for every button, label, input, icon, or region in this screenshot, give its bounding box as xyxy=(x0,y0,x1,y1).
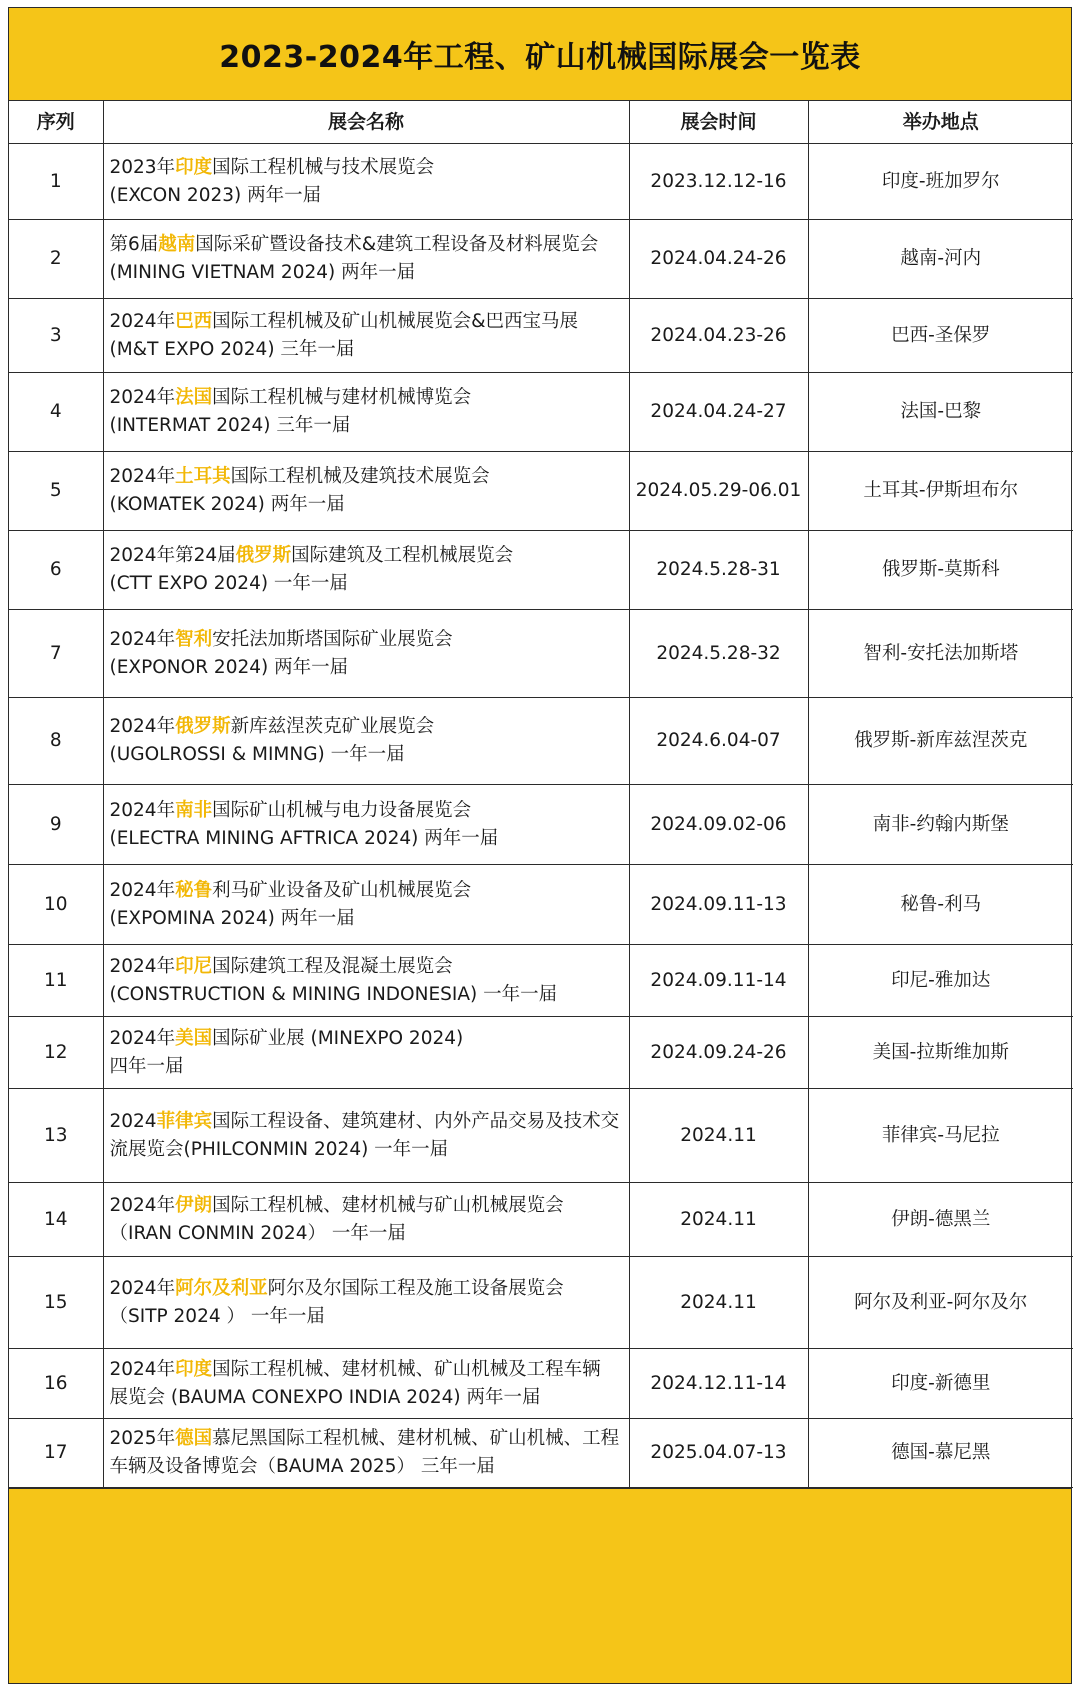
exhibition-date: 2024.6.04-07 xyxy=(629,698,808,785)
exhibition-name-line1 xyxy=(110,1275,627,1303)
header-location: 举办地点 xyxy=(808,101,1073,144)
exhibition-date: 2024.09.02-06 xyxy=(629,785,808,865)
name-suffix: 阿尔及尔国际工程及施工设备展览会 xyxy=(267,1277,564,1299)
country-highlight: 俄罗斯 xyxy=(175,716,231,737)
row-index: 1 xyxy=(9,144,103,220)
name-prefix: 2024年 xyxy=(109,716,176,737)
footer-bar xyxy=(9,1488,1071,1683)
name-suffix: 国际建筑及工程机械展览会 xyxy=(291,545,514,566)
exhibition-table xyxy=(9,101,1073,1488)
exhibition-location: 越南-河内 xyxy=(808,220,1073,299)
row-index: 16 xyxy=(9,1349,103,1419)
country-highlight: 德国 xyxy=(175,1428,213,1449)
name-prefix: 2024年 xyxy=(109,1194,176,1216)
exhibition-name xyxy=(103,1089,629,1183)
name-prefix: 2024年 xyxy=(109,628,176,650)
row-index: 10 xyxy=(9,865,103,945)
header-date: 展会时间 xyxy=(629,101,808,144)
name-suffix: 国际采矿暨设备技术&建筑工程设备及材料展览会 xyxy=(195,234,599,255)
exhibition-date: 2024.11 xyxy=(629,1257,808,1349)
exhibition-name-line2: (EXCON 2023) 两年一届 xyxy=(109,184,322,206)
exhibition-name-line1 xyxy=(110,308,627,336)
name-suffix: 国际建筑工程及混凝土展览会 xyxy=(212,955,453,977)
country-highlight: 伊朗 xyxy=(175,1194,213,1216)
table-row xyxy=(9,1419,1073,1488)
exhibition-name-line2: (CONSTRUCTION & MINING INDONESIA) 一年一届 xyxy=(109,983,558,1005)
name-suffix: 国际矿业展 (MINEXPO 2024) xyxy=(212,1027,464,1049)
name-suffix: 国际矿山机械与电力设备展览会 xyxy=(212,799,472,821)
exhibition-date: 2024.12.11-14 xyxy=(629,1349,808,1419)
row-index: 4 xyxy=(9,373,103,452)
exhibition-date: 2024.5.28-32 xyxy=(629,610,808,698)
exhibition-name-line1 xyxy=(110,231,627,259)
exhibition-name-line2: （IRAN CONMIN 2024） 一年一届 xyxy=(109,1222,406,1244)
country-highlight: 印度 xyxy=(175,156,213,178)
name-prefix: 2024年 xyxy=(109,1277,176,1299)
name-suffix: 国际工程机械、建材机械与矿山机械展览会 xyxy=(212,1194,564,1216)
country-highlight: 巴西 xyxy=(175,310,213,332)
header-index: 序列 xyxy=(9,101,103,144)
name-prefix: 2025年 xyxy=(109,1428,176,1449)
exhibition-name xyxy=(103,785,629,865)
table-row xyxy=(9,452,1073,531)
exhibition-date: 2024.09.11-14 xyxy=(629,945,808,1017)
exhibition-name xyxy=(103,144,629,220)
exhibition-name-line1 xyxy=(110,1425,627,1453)
exhibition-name-line1 xyxy=(110,1108,627,1136)
row-index: 11 xyxy=(9,945,103,1017)
name-prefix: 2024年 xyxy=(109,955,176,977)
exhibition-name xyxy=(103,531,629,610)
exhibition-name xyxy=(103,1017,629,1089)
exhibition-name-line1 xyxy=(110,1192,627,1220)
exhibition-name xyxy=(103,945,629,1017)
exhibition-name xyxy=(103,865,629,945)
exhibition-name-line2: (EXPOMINA 2024) 两年一届 xyxy=(109,907,355,929)
country-highlight: 俄罗斯 xyxy=(235,545,292,566)
exhibition-name-line2: 四年一届 xyxy=(109,1055,184,1077)
exhibition-location: 土耳其-伊斯坦布尔 xyxy=(808,452,1073,531)
table-row xyxy=(9,945,1073,1017)
exhibition-date: 2024.04.24-26 xyxy=(629,220,808,299)
row-index: 12 xyxy=(9,1017,103,1089)
exhibition-location: 俄罗斯-莫斯科 xyxy=(808,531,1073,610)
country-highlight: 智利 xyxy=(175,628,213,650)
exhibition-date: 2024.5.28-31 xyxy=(629,531,808,610)
name-prefix: 2024年 xyxy=(109,466,176,487)
exhibition-name xyxy=(103,373,629,452)
exhibition-name-line2: 流展览会(PHILCONMIN 2024) 一年一届 xyxy=(109,1138,449,1160)
country-highlight: 南非 xyxy=(175,799,213,821)
table-row xyxy=(9,220,1073,299)
row-index: 6 xyxy=(9,531,103,610)
table-body xyxy=(9,144,1073,1488)
table-row xyxy=(9,531,1073,610)
exhibition-name-line1 xyxy=(110,384,627,412)
table-row xyxy=(9,698,1073,785)
exhibition-location: 印度-班加罗尔 xyxy=(808,144,1073,220)
country-highlight: 印尼 xyxy=(175,955,213,977)
exhibition-location: 法国-巴黎 xyxy=(808,373,1073,452)
country-highlight: 印度 xyxy=(175,1358,213,1380)
exhibition-location: 伊朗-德黑兰 xyxy=(808,1183,1073,1257)
name-prefix: 2024年 xyxy=(109,1358,176,1380)
name-suffix: 国际工程机械及建筑技术展览会 xyxy=(230,466,490,487)
exhibition-location: 德国-慕尼黑 xyxy=(808,1419,1073,1488)
exhibition-name-line1 xyxy=(110,797,627,825)
exhibition-name-line2: (ELECTRA MINING AFTRICA 2024) 两年一届 xyxy=(109,827,499,849)
exhibition-name-line2: (INTERMAT 2024) 三年一届 xyxy=(109,415,351,436)
exhibition-location: 俄罗斯-新库兹涅茨克 xyxy=(808,698,1073,785)
exhibition-date: 2024.04.23-26 xyxy=(629,299,808,373)
exhibition-name-line1 xyxy=(110,154,627,182)
name-prefix: 2024年 xyxy=(109,387,176,408)
name-suffix: 利马矿业设备及矿山机械展览会 xyxy=(212,879,472,901)
exhibition-name-line2: （SITP 2024 ） 一年一届 xyxy=(109,1305,325,1327)
row-index: 9 xyxy=(9,785,103,865)
name-prefix: 2024 xyxy=(109,1110,157,1132)
exhibition-name-line2: 展览会 (BAUMA CONEXPO INDIA 2024) 两年一届 xyxy=(109,1386,541,1408)
country-highlight: 阿尔及利亚 xyxy=(175,1277,268,1299)
exhibition-date: 2024.04.24-27 xyxy=(629,373,808,452)
name-suffix: 国际工程机械与技术展览会 xyxy=(212,156,435,178)
exhibition-date: 2024.05.29-06.01 xyxy=(629,452,808,531)
table-header-row xyxy=(9,101,1073,144)
name-prefix: 2024年 xyxy=(109,799,176,821)
country-highlight: 菲律宾 xyxy=(156,1110,213,1132)
exhibition-name-line1 xyxy=(110,542,627,570)
row-index: 17 xyxy=(9,1419,103,1488)
exhibition-name-line2: (EXPONOR 2024) 两年一届 xyxy=(109,656,349,678)
exhibition-location: 智利-安托法加斯塔 xyxy=(808,610,1073,698)
country-highlight: 秘鲁 xyxy=(175,879,213,901)
table-row xyxy=(9,1183,1073,1257)
exhibition-name-line1 xyxy=(110,713,627,741)
exhibition-name-line1 xyxy=(110,1025,627,1053)
table-row xyxy=(9,373,1073,452)
name-suffix: 慕尼黑国际工程机械、建材机械、矿山机械、工程 xyxy=(212,1428,620,1449)
exhibition-date: 2024.09.24-26 xyxy=(629,1017,808,1089)
table-row xyxy=(9,1089,1073,1183)
country-highlight: 土耳其 xyxy=(175,466,231,487)
table-row xyxy=(9,144,1073,220)
table-row xyxy=(9,299,1073,373)
exhibition-name-line2: (M&T EXPO 2024) 三年一届 xyxy=(109,338,355,360)
name-suffix: 新库兹涅茨克矿业展览会 xyxy=(230,716,435,737)
row-index: 5 xyxy=(9,452,103,531)
exhibition-name xyxy=(103,1349,629,1419)
exhibition-name xyxy=(103,698,629,785)
row-index: 2 xyxy=(9,220,103,299)
name-prefix: 2024年 xyxy=(109,310,176,332)
exhibition-sheet xyxy=(8,7,1072,1684)
exhibition-name xyxy=(103,1183,629,1257)
name-prefix: 2023年 xyxy=(109,156,176,178)
exhibition-name xyxy=(103,452,629,531)
table-row xyxy=(9,785,1073,865)
exhibition-location: 美国-拉斯维加斯 xyxy=(808,1017,1073,1089)
exhibition-name-line1 xyxy=(110,626,627,654)
table-row xyxy=(9,610,1073,698)
exhibition-name-line2: (MINING VIETNAM 2024) 两年一届 xyxy=(109,262,416,283)
exhibition-name xyxy=(103,220,629,299)
country-highlight: 法国 xyxy=(175,387,213,408)
exhibition-name xyxy=(103,610,629,698)
name-prefix: 2024年第24届 xyxy=(109,545,236,566)
name-prefix: 2024年 xyxy=(109,879,176,901)
table-row xyxy=(9,865,1073,945)
header-name: 展会名称 xyxy=(103,101,629,144)
name-prefix: 2024年 xyxy=(109,1027,176,1049)
exhibition-date: 2024.11 xyxy=(629,1183,808,1257)
exhibition-name-line1 xyxy=(110,877,627,905)
row-index: 13 xyxy=(9,1089,103,1183)
name-suffix: 国际工程设备、建筑建材、内外产品交易及技术交 xyxy=(212,1110,620,1132)
name-prefix: 第6届 xyxy=(109,234,159,255)
exhibition-name-line1 xyxy=(110,463,627,491)
exhibition-location: 阿尔及利亚-阿尔及尔 xyxy=(808,1257,1073,1349)
row-index: 15 xyxy=(9,1257,103,1349)
exhibition-name-line2: (UGOLROSSI & MIMNG) 一年一届 xyxy=(109,744,405,765)
exhibition-location: 印度-新德里 xyxy=(808,1349,1073,1419)
exhibition-name-line2: (CTT EXPO 2024) 一年一届 xyxy=(109,573,348,594)
name-suffix: 国际工程机械及矿山机械展览会&巴西宝马展 xyxy=(212,310,579,332)
exhibition-location: 印尼-雅加达 xyxy=(808,945,1073,1017)
name-suffix: 国际工程机械、建材机械、矿山机械及工程车辆 xyxy=(212,1358,601,1380)
exhibition-date: 2024.11 xyxy=(629,1089,808,1183)
exhibition-name xyxy=(103,299,629,373)
exhibition-location: 巴西-圣保罗 xyxy=(808,299,1073,373)
exhibition-date: 2025.04.07-13 xyxy=(629,1419,808,1488)
table-row xyxy=(9,1349,1073,1419)
exhibition-name-line1 xyxy=(110,1356,627,1384)
row-index: 8 xyxy=(9,698,103,785)
name-suffix: 国际工程机械与建材机械博览会 xyxy=(212,387,472,408)
table-row xyxy=(9,1017,1073,1089)
exhibition-date: 2024.09.11-13 xyxy=(629,865,808,945)
page-title: 2023-2024年工程、矿山机械国际展会一览表 xyxy=(9,8,1071,101)
exhibition-location: 秘鲁-利马 xyxy=(808,865,1073,945)
name-suffix: 安托法加斯塔国际矿业展览会 xyxy=(212,628,453,650)
exhibition-name-line2: (KOMATEK 2024) 两年一届 xyxy=(109,494,345,515)
row-index: 3 xyxy=(9,299,103,373)
exhibition-name-line1 xyxy=(110,953,627,981)
table-row xyxy=(9,1257,1073,1349)
country-highlight: 美国 xyxy=(175,1027,213,1049)
exhibition-name xyxy=(103,1257,629,1349)
exhibition-location: 南非-约翰内斯堡 xyxy=(808,785,1073,865)
exhibition-location: 菲律宾-马尼拉 xyxy=(808,1089,1073,1183)
row-index: 7 xyxy=(9,610,103,698)
exhibition-name-line2: 车辆及设备博览会（BAUMA 2025） 三年一届 xyxy=(109,1456,495,1477)
exhibition-date: 2023.12.12-16 xyxy=(629,144,808,220)
row-index: 14 xyxy=(9,1183,103,1257)
country-highlight: 越南 xyxy=(158,234,196,255)
exhibition-name xyxy=(103,1419,629,1488)
